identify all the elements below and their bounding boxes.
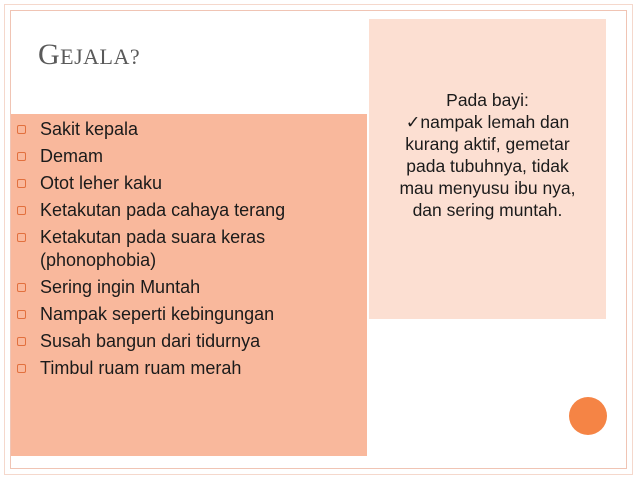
list-item	[11, 357, 361, 380]
infant-line: dan sering muntah.	[412, 200, 563, 220]
list-item-text: Sering ingin Muntah	[40, 276, 201, 297]
list-item	[11, 303, 361, 326]
list-item-text: Sakit kepala	[40, 119, 139, 139]
list-item-text: Susah bangun dari tidurnya	[40, 330, 261, 351]
square-bullet-icon	[17, 152, 26, 161]
square-bullet-icon	[17, 283, 26, 292]
list-item	[11, 276, 361, 299]
list-item	[11, 330, 361, 353]
square-bullet-icon	[17, 179, 26, 188]
slide-title	[38, 38, 140, 72]
square-bullet-icon	[17, 125, 26, 134]
decorative-circle	[569, 397, 607, 435]
list-item-text: Demam	[40, 146, 104, 166]
list-item	[11, 172, 361, 195]
square-bullet-icon	[17, 233, 26, 242]
list-item-text: Ketakutan pada cahaya terang	[40, 200, 286, 220]
square-bullet-icon	[17, 337, 26, 346]
title-initial: G	[38, 38, 61, 71]
square-bullet-icon	[17, 364, 26, 373]
list-item-text: Ketakutan pada suara keras (phonophobia)	[40, 227, 266, 270]
list-item	[11, 145, 361, 168]
list-item-text: Nampak seperti kebingungan	[40, 303, 275, 324]
square-bullet-icon	[17, 310, 26, 319]
list-item	[11, 118, 361, 141]
symptoms-list	[11, 118, 361, 384]
list-item-text: Timbul ruam ruam merah	[40, 357, 242, 378]
square-bullet-icon	[17, 206, 26, 215]
infant-line: kurang aktif, gemetar	[405, 134, 570, 154]
list-item-text: Otot leher kaku	[40, 173, 163, 193]
infant-line: mau menyusu ibu nya,	[399, 178, 576, 198]
infant-line: ✓nampak lemah dan	[405, 112, 570, 132]
list-item	[11, 226, 361, 271]
infant-text	[369, 89, 606, 221]
infant-line: pada tubuhnya, tidak	[406, 156, 569, 176]
infant-line: Pada bayi:	[446, 90, 529, 110]
title-rest: EJALA?	[60, 44, 141, 69]
list-item	[11, 199, 361, 222]
